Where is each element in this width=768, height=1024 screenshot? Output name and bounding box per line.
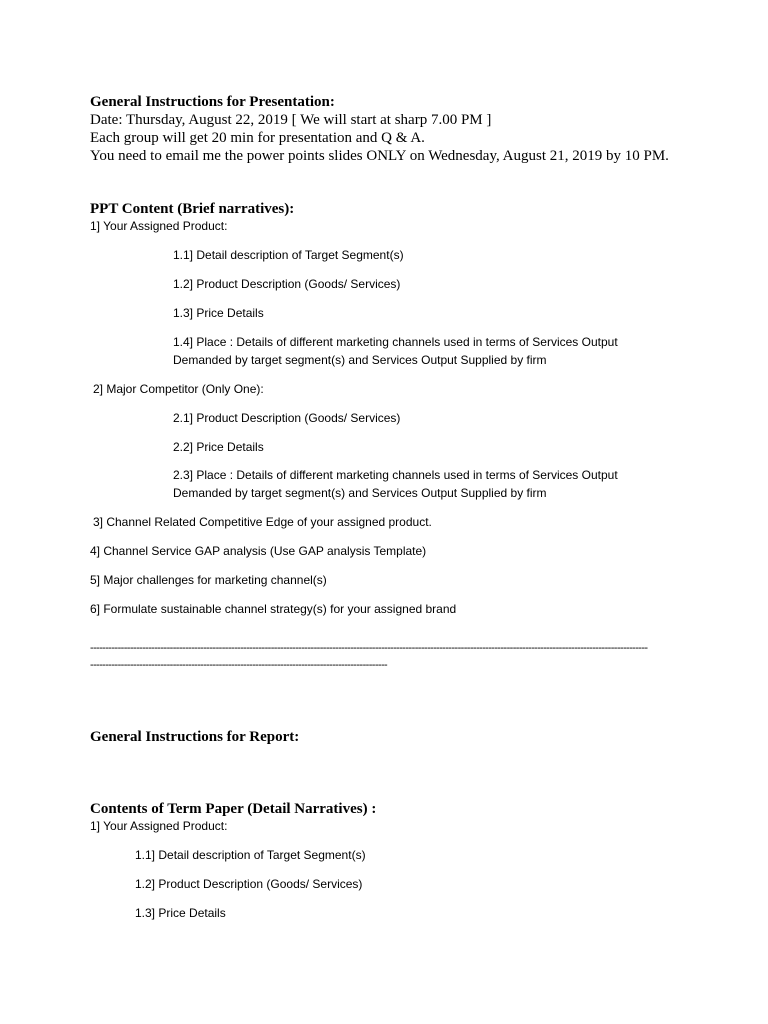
ppt-item-1-4-line-1: 1.4] Place : Details of different marketing channels used in terms of Services Output (173, 335, 618, 349)
ppt-item-1-1: 1.1] Detail description of Target Segment(s) (173, 248, 404, 262)
ppt-item-2: 2] Major Competitor (Only One): (93, 382, 264, 396)
report-item-1-1: 1.1] Detail description of Target Segment(s) (135, 848, 366, 862)
report-heading: General Instructions for Report: (90, 729, 300, 745)
presentation-heading: General Instructions for Presentation: (90, 94, 335, 110)
ppt-item-2-3-line-1: 2.3] Place : Details of different marketing channels used in terms of Services Output (173, 468, 618, 482)
ppt-item-1-2: 1.2] Product Description (Goods/ Services) (173, 277, 401, 291)
ppt-item-4: 4] Channel Service GAP analysis (Use GAP analysis Template) (90, 544, 427, 558)
presentation-group-line: Each group will get 20 min for presentation and Q & A. (90, 130, 425, 146)
separator-line-2: ------------------------------------------------------------------------------------------------- (90, 659, 388, 671)
term-paper-heading: Contents of Term Paper (Detail Narratives) : (90, 801, 377, 817)
report-item-1-2: 1.2] Product Description (Goods/ Services) (135, 877, 363, 891)
ppt-item-3: 3] Channel Related Competitive Edge of your assigned product. (93, 515, 432, 529)
presentation-date-line: Date: Thursday, August 22, 2019 [ We will start at sharp 7.00 PM ] (90, 112, 492, 128)
presentation-email-line: You need to email me the power points slides ONLY on Wednesday, August 21, 2019 by 10 PM. (90, 148, 669, 164)
ppt-item-2-3-line-2: Demanded by target segment(s) and Services Output Supplied by firm (173, 486, 547, 500)
ppt-item-1: 1] Your Assigned Product: (90, 219, 228, 233)
report-item-1: 1] Your Assigned Product: (90, 819, 228, 833)
ppt-item-1-3: 1.3] Price Details (173, 306, 264, 320)
ppt-item-6: 6] Formulate sustainable channel strategy(s) for your assigned brand (90, 602, 457, 616)
ppt-item-5: 5] Major challenges for marketing channel(s) (90, 573, 327, 587)
separator-line-1: -------------------------------------------------------------------------------------------------------------------------------------------------------------------------------------- (90, 642, 648, 654)
ppt-heading: PPT Content (Brief narratives): (90, 201, 295, 217)
report-item-1-3: 1.3] Price Details (135, 906, 226, 920)
ppt-item-2-1: 2.1] Product Description (Goods/ Services) (173, 411, 401, 425)
ppt-item-2-2: 2.2] Price Details (173, 440, 264, 454)
ppt-item-1-4-line-2: Demanded by target segment(s) and Services Output Supplied by firm (173, 353, 547, 367)
